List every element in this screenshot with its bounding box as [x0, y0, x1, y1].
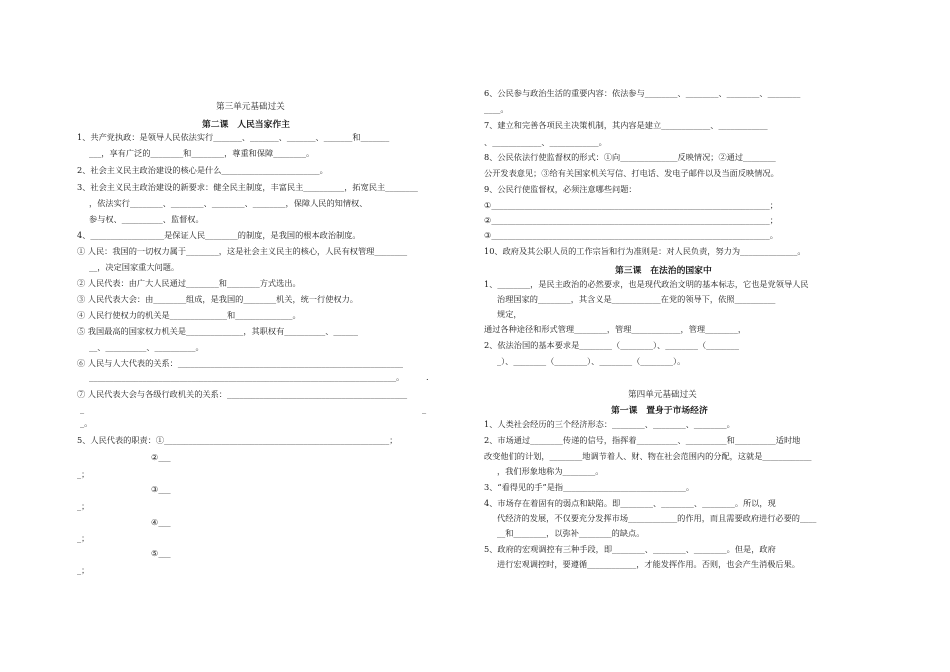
right-line: ，我们形象地称为________。	[497, 466, 604, 476]
right-line: 7、建立和完善各项民主决策机制，其内容是建立____________、____________	[484, 120, 768, 130]
right-line: 6、公民参与政治生活的重要内容：依法参与________、________、________、________	[484, 88, 801, 98]
left-line: ③___	[151, 484, 171, 494]
margin-mark: .	[426, 372, 429, 382]
left-line: ___________________________________________________________________________。	[89, 372, 405, 382]
left-line: ②___	[151, 452, 171, 462]
right-line: 公开发表意见；③给有关国家机关写信、打电话、发电子邮件以及当面反映情况。	[484, 168, 779, 178]
right-line: 10、政府及其公职人员的工作宗旨和行为准则是：对人民负责，努力为______________。	[484, 246, 806, 256]
right-line: ③____________________________________________________________________。	[484, 230, 778, 240]
right-line: 通过各种途径和形式管理________，管理____________，管理________，	[484, 324, 747, 334]
right-line: 5、政府的宏观调控有三种手段，即________、________、________。但是，政府	[484, 544, 776, 554]
left-line: 1、共产党执政：是领导人民依法实行_______、_______、_______、_______和_______	[77, 132, 390, 142]
left-line: ③ 人民代表大会：由________组成，是我国的________机关，统一行使权力。	[77, 294, 358, 304]
right-line: 改变他们的计划，________地调节着人、财、物在社会范围内的分配，这就是____________	[484, 451, 812, 461]
left-line: _	[80, 404, 85, 414]
left-line: ④___	[151, 517, 171, 527]
right-line: _）、________（________）、________（________）。	[497, 356, 686, 366]
lesson3-title: 第三课 在法治的国家中	[615, 266, 712, 276]
left-line: ，依法实行________、________、________、________，保障人民的知情权、	[89, 198, 368, 208]
right-line: 、____________、____________。	[484, 137, 607, 147]
right-line: 9、公民行使监督权，必须注意哪些问题：	[484, 184, 637, 194]
right-line: ①____________________________________________________________________；	[484, 200, 778, 210]
lesson1-title: 第一课 置身于市场经济	[611, 406, 708, 416]
right-line: 8、公民依法行使监督权的形式：①向______________反映情况；②通过________	[484, 152, 776, 162]
right-line: 1、________，是民主政治的必然要求，也是现代政治文明的基本标志，它也是党领导人民	[484, 279, 809, 289]
right-line: 进行宏观调控时，要遵循____________，才能发挥作用。否则，也会产生消极后果。	[497, 559, 800, 569]
left-line: _。	[80, 418, 93, 428]
left-line: ⑤___	[151, 548, 171, 558]
left-line: ___，享有广泛的________和________，尊重和保障________。	[89, 148, 315, 158]
right-line: 3、“看得见的手”是指______________________________。	[484, 482, 695, 492]
left-line: _；	[77, 501, 90, 511]
unit4-title: 第四单元基础过关	[628, 390, 697, 400]
left-line: ⑤ 我国最高的国家权力机关是______________，其职权有__________、______	[77, 326, 358, 336]
left-line: 3、社会主义民主政治建设的新要求：健全民主制度，丰富民主__________，拓宽民主________	[77, 182, 418, 192]
left-line: _；	[77, 533, 90, 543]
left-line: ④ 人民行使权力的机关是______________和______________。	[77, 310, 301, 320]
left-line: ② 人民代表：由广大人民通过________和________方式选出。	[77, 278, 301, 288]
right-line: 1、人类社会经历的三个经济形态：________、________、________。	[484, 419, 735, 429]
unit3-title: 第三单元基础过关	[216, 102, 285, 112]
right-line: 2、市场通过________传递的信号，指挥着__________、__________和__________适时地	[484, 435, 801, 445]
left-line: 参与权、__________、监督权。	[89, 214, 204, 224]
right-line: __和________，以弥补________的缺点。	[497, 528, 645, 538]
left-line: ⑥ 人民与人大代表的关系：_______________________________________________________	[77, 358, 404, 368]
left-line: ⑦ 人民代表大会与各级行政机关的关系：____________________________________________	[77, 389, 408, 399]
left-line: _；	[77, 565, 90, 575]
right-line: ____。	[484, 104, 509, 114]
lesson2-title: 第二课 人民当家作主	[202, 120, 290, 130]
right-line: 4、市场存在着固有的弱点和缺陷。即________、________、________。所以，现	[484, 498, 776, 508]
left-line: 2、社会主义民主政治建设的核心是什么________________________。	[77, 165, 328, 175]
right-line: ②____________________________________________________________________；	[484, 215, 778, 225]
right-line: 2、依法治国的基本要求是________（________）、________（________	[484, 340, 739, 350]
left-line: _；	[77, 469, 90, 479]
left-line: __、__________、__________。	[89, 342, 204, 352]
left-line: 4、__________________是保证人民________的制度，是我国的根本政治制度。	[77, 230, 361, 240]
margin-mark: _	[422, 404, 427, 414]
left-line: ① 人民：我国的一切权力属于________，这是社会主义民主的核心，人民有权管理________	[77, 246, 408, 256]
left-line: 5、人民代表的职责：①_______________________________________________________；	[77, 435, 398, 445]
right-line: 规定，	[497, 309, 522, 319]
right-line: 代经济的发展，不仅要充分发挥市场____________的作用，而且需要政府进行必要的____	[497, 513, 817, 523]
right-line: 治理国家的________，其含义是____________在党的领导下，依照__________	[497, 294, 776, 304]
left-line: __，决定国家重大问题。	[89, 262, 180, 272]
